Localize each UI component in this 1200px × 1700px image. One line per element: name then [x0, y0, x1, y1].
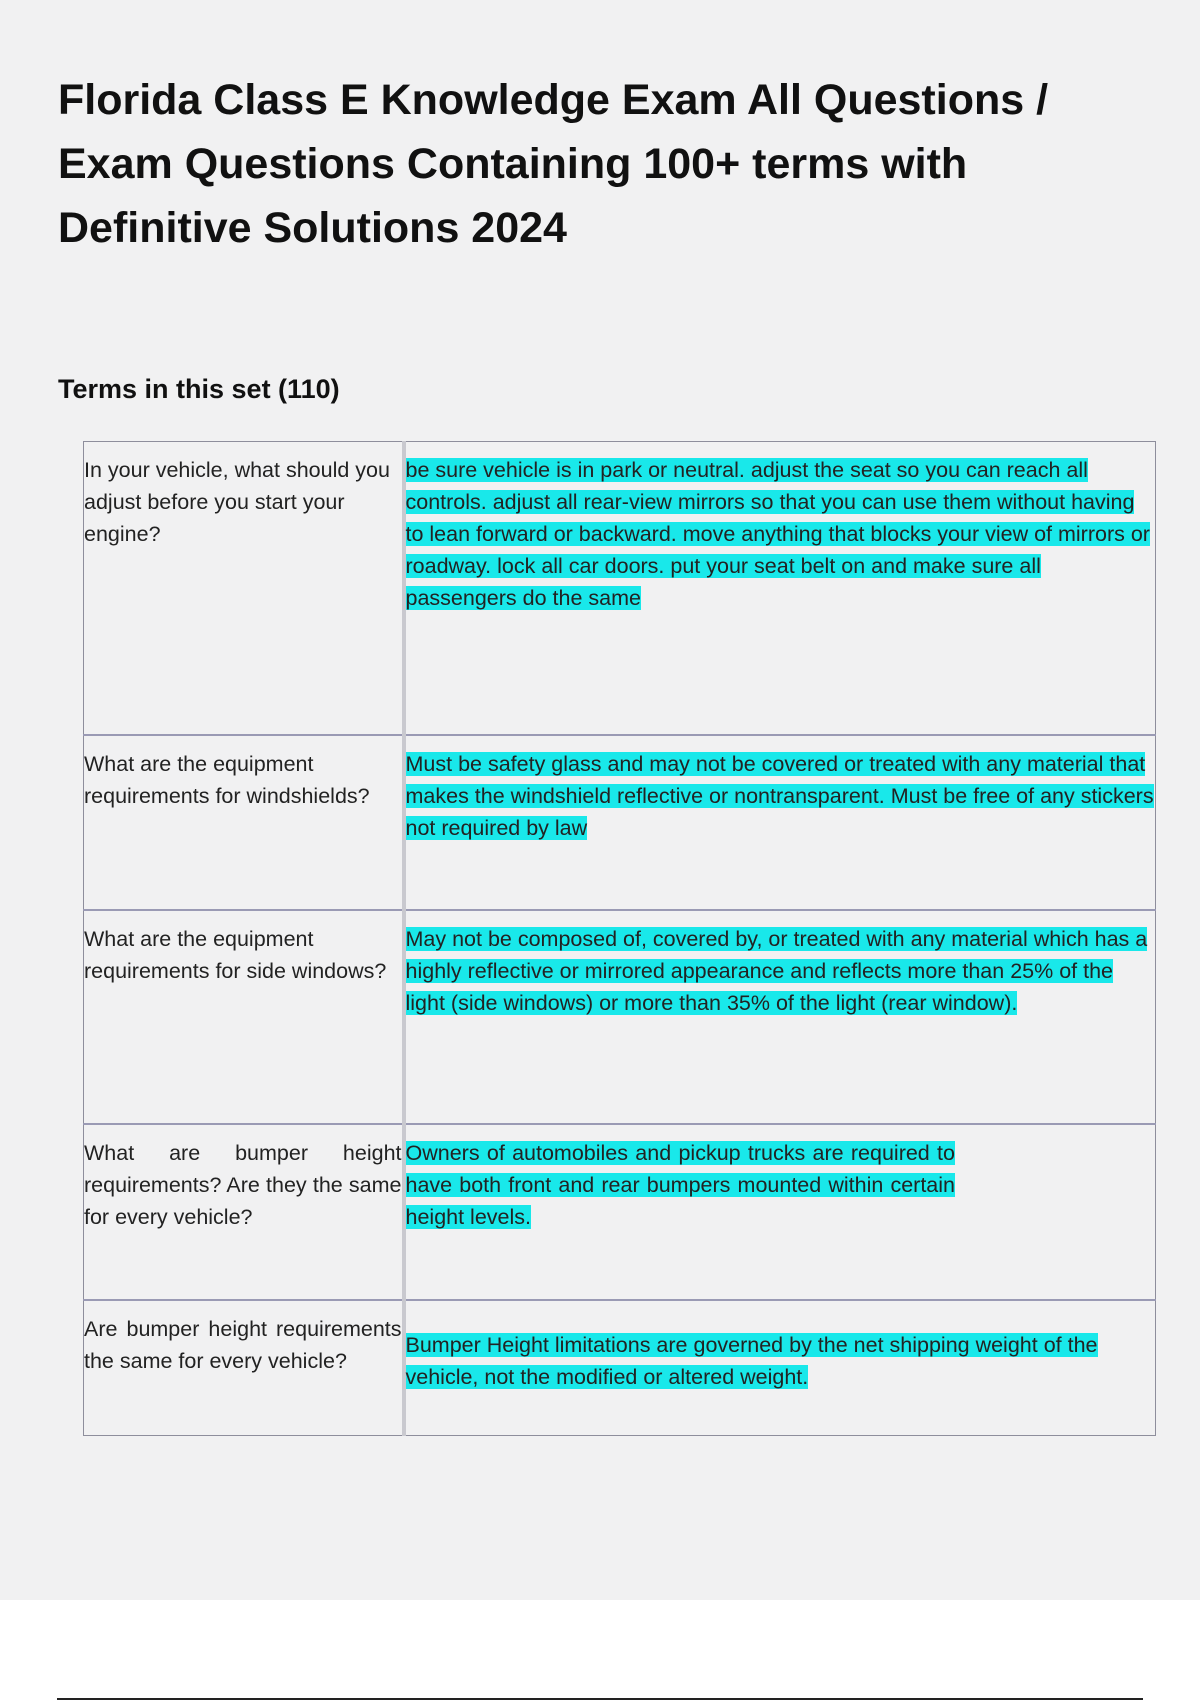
term-text: What are the equipment requirements for side windows?	[84, 926, 387, 983]
term-cell	[84, 442, 404, 735]
term-text: In your vehicle, what should you adjust before you start your engine?	[84, 458, 390, 546]
document-title: Florida Class E Knowledge Exam All Questions / Exam Questions Containing 100+ terms with Definitive Solutions 2024	[58, 76, 1049, 252]
terms-count-heading: Terms in this set (110)	[58, 374, 340, 404]
definition-text: Owners of automobiles and pickup trucks are required to have both front and rear bumpers mounted within certain height levels.	[405, 1140, 955, 1229]
term-cell	[84, 1124, 404, 1300]
table-row	[84, 442, 1156, 735]
term-text: What are the equipment requirements for windshields?	[84, 751, 370, 808]
term-text: Are bumper height requirements the same for every vehicle?	[84, 1316, 402, 1373]
term-cell	[84, 735, 404, 910]
definition-text: Bumper Height limitations are governed by the net shipping weight of the vehicle, not the modified or altered weight.	[405, 1332, 1098, 1389]
table-row	[84, 1124, 1156, 1300]
terms-table	[83, 441, 1156, 1436]
definition-cell	[404, 735, 1156, 910]
table-row	[84, 1300, 1156, 1436]
table-row	[84, 735, 1156, 910]
definition-cell	[404, 442, 1156, 735]
definition-text: May not be composed of, covered by, or treated with any material which has a highly reflective or mirrored appearance and reflects more than 25% of the light (side windows) or more than 35% of the light (rear window).	[405, 926, 1148, 1015]
definition-text: Must be safety glass and may not be covered or treated with any material that makes the windshield reflective or nontransparent. Must be free of any stickers not required by law	[405, 751, 1154, 840]
definition-cell	[404, 1300, 1156, 1436]
definition-cell	[404, 910, 1156, 1124]
table-row	[84, 910, 1156, 1124]
definition-text: be sure vehicle is in park or neutral. adjust the seat so you can reach all controls. adjust all rear-view mirrors so that you can use them without having to lean forward or backward. move anything that blocks your view of mirrors or roadway. lock all car doors. put your seat belt on and make sure all passengers do the same	[405, 458, 1150, 610]
term-text: What are bumper height requirements? Are they the same for every vehicle?	[84, 1140, 402, 1229]
definition-cell	[404, 1124, 1156, 1300]
term-cell	[84, 1300, 404, 1436]
term-cell	[84, 910, 404, 1124]
